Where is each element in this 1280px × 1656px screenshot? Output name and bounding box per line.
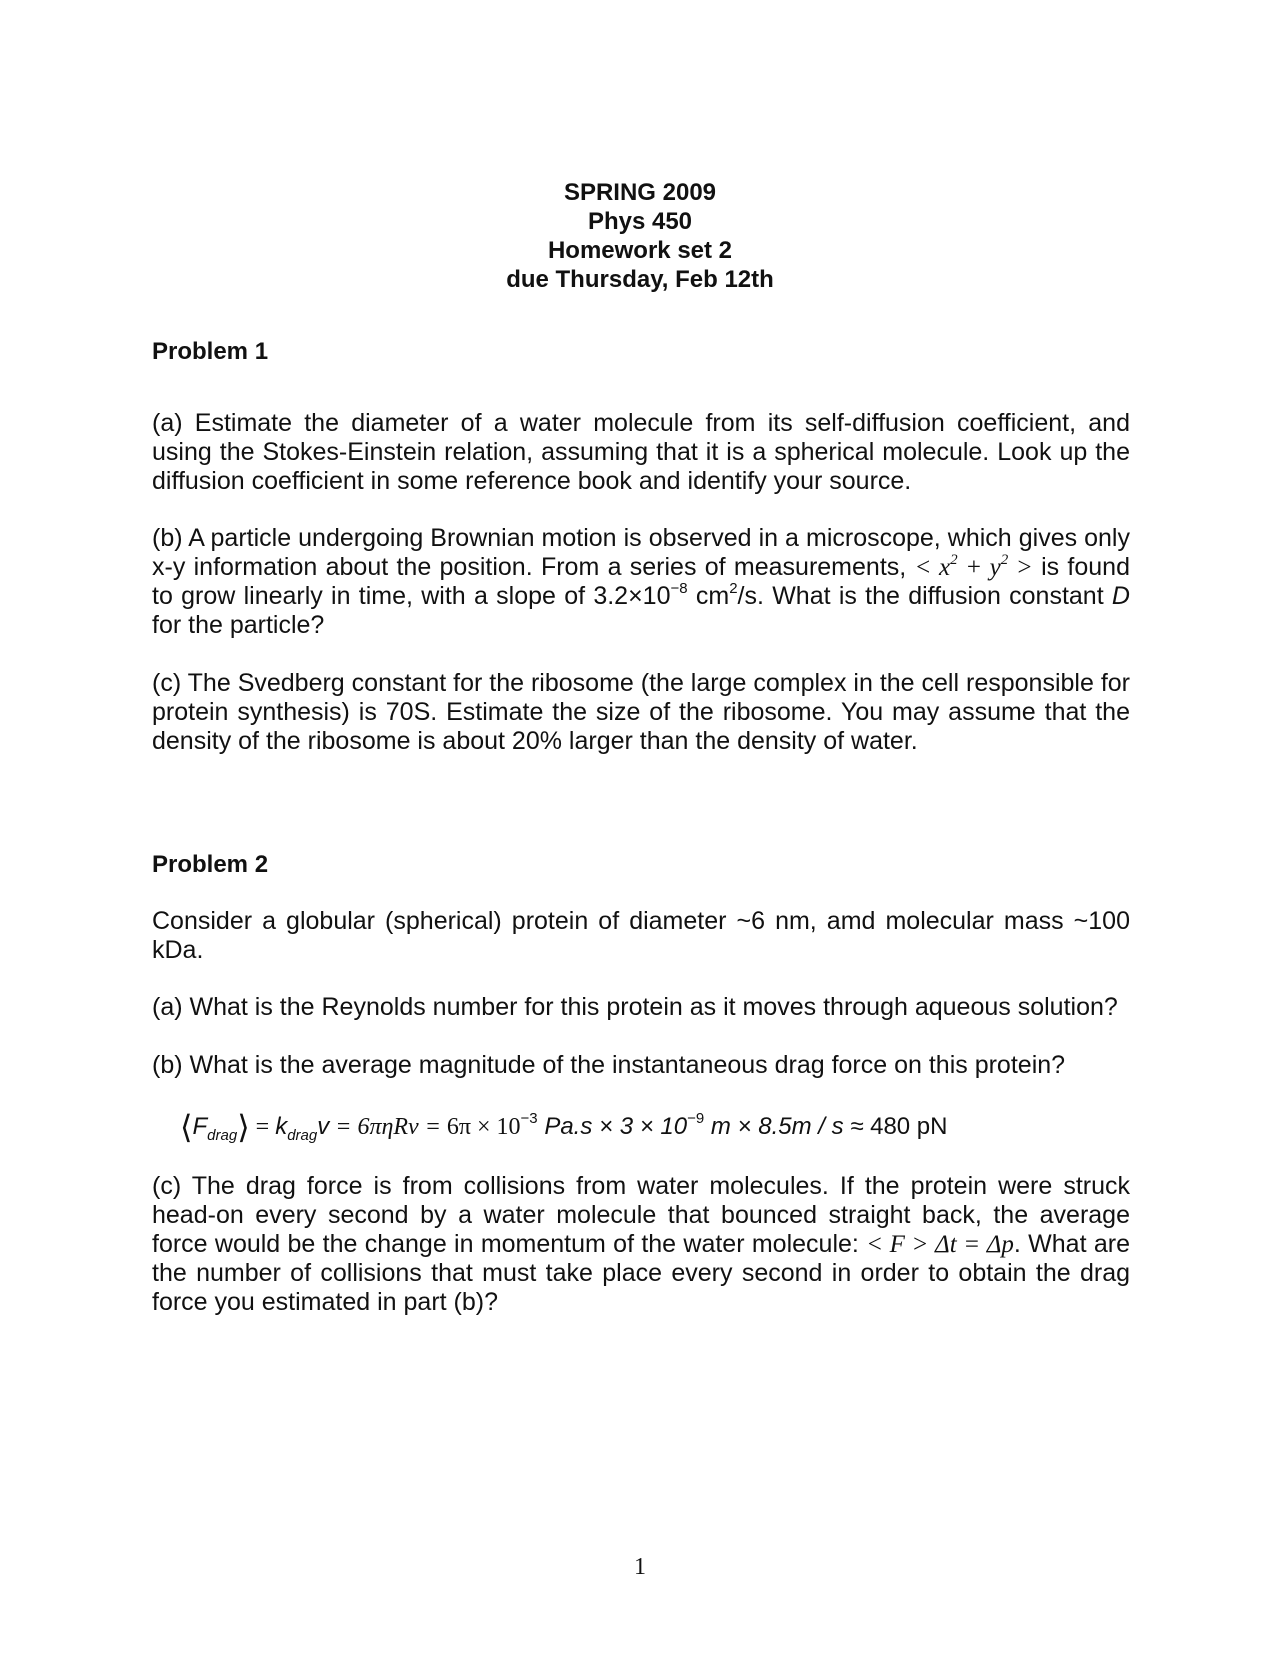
problem-1b-unit-sup: 2	[729, 580, 738, 597]
header-semester: SPRING 2009	[563, 179, 717, 206]
problem-1b-math	[915, 554, 1033, 581]
problem-2c-text-part2: . What are the number of collisions that must take place every second in order to obtain the drag force you estimated in part (b)?	[152, 1230, 1130, 1316]
equation-force-subscript: drag	[207, 1127, 238, 1144]
problem-1b-text	[152, 524, 1130, 640]
problem-1-title: Problem 1	[152, 338, 269, 365]
page-number: 1	[634, 1554, 646, 1580]
problem-1b-text-part1: (b) A particle undergoing Brownian motion is observed in a microscope, which gives only x-y information about the position. From a series of measurements,	[152, 524, 1130, 581]
equation-equals-1: =	[249, 1114, 276, 1140]
problem-1b-text-part3: cm	[687, 582, 730, 610]
problem-1b-text-part4: /s. What is the diffusion constant	[737, 582, 1112, 610]
header-course: Phys 450	[587, 208, 693, 235]
equation-stokes-term: = 6πηRv =	[329, 1114, 447, 1140]
problem-2c-math: < F > Δt = Δp	[866, 1231, 1014, 1258]
equation-exponent-2: −9	[687, 1110, 705, 1127]
problem-1b-math-sup2: 2	[1000, 552, 1009, 568]
drag-force-equation	[180, 1108, 948, 1146]
problem-1b-math-sup1: 2	[950, 552, 958, 568]
header-due-date: due Thursday, Feb 12th	[506, 266, 774, 293]
equation-open-bracket: ⟨	[180, 1108, 193, 1146]
equation-viscosity-coeff: 6π × 10	[446, 1114, 521, 1140]
problem-1b-text-part5: for the particle?	[152, 611, 325, 639]
problem-2c-text-part1: (c) The drag force is from collisions from water molecules. If the protein were struck head-on every second by a water molecule that bounced straight back, the average force would be the change in momentum of the water molecule:	[152, 1172, 1130, 1258]
equation-result: 480 pN	[870, 1113, 948, 1140]
problem-1c-text: (c) The Svedberg constant for the ribosome (the large complex in the cell responsible for protein synthesis) is 70S. Estimate the size of the ribosome. You may assume that the density of the ribosome is about 20% larger than the density of water.	[152, 669, 1130, 755]
problem-1b-math-close: >	[1008, 554, 1033, 581]
problem-2b-text: (b) What is the average magnitude of the instantaneous drag force on this protein?	[152, 1051, 1066, 1079]
problem-1b-math-x: < x	[914, 554, 951, 581]
header-homework: Homework set 2	[547, 237, 733, 264]
problem-1b-text-part2: is found to grow linearly in time, with a slope of 3.2×10	[152, 553, 1130, 610]
problem-1a-text: (a) Estimate the diameter of a water molecule from its self-diffusion coefficient, and using the Stokes-Einstein relation, assuming that it is a spherical molecule. Look up the diffusion coefficient in some reference book and identify your source.	[152, 409, 1130, 495]
problem-2-intro: Consider a globular (spherical) protein of diameter ~6 nm, amd molecular mass ~100 kDa.	[152, 907, 1130, 964]
equation-close-bracket: ⟩	[237, 1108, 250, 1146]
problem-1b-variable-d: D	[1111, 582, 1130, 610]
equation-v-symbol: v	[317, 1113, 330, 1140]
equation-force-symbol: F	[192, 1113, 208, 1140]
problem-1b-exponent: −8	[670, 580, 688, 597]
equation-k-subscript: drag	[287, 1127, 318, 1144]
problem-2-title: Problem 2	[152, 851, 269, 878]
problem-1b-math-y: + y	[957, 554, 1001, 581]
problem-2a-text: (a) What is the Reynolds number for this protein as it moves through aqueous solution?	[152, 993, 1118, 1021]
equation-radius-term: Pa.s × 3 × 10	[537, 1113, 688, 1140]
document-header	[0, 178, 1280, 294]
equation-exponent-1: −3	[520, 1110, 538, 1127]
problem-2c-text	[152, 1172, 1130, 1317]
equation-velocity-term: m × 8.5m / s ≈	[704, 1113, 871, 1140]
equation-k-symbol: k	[275, 1113, 288, 1140]
